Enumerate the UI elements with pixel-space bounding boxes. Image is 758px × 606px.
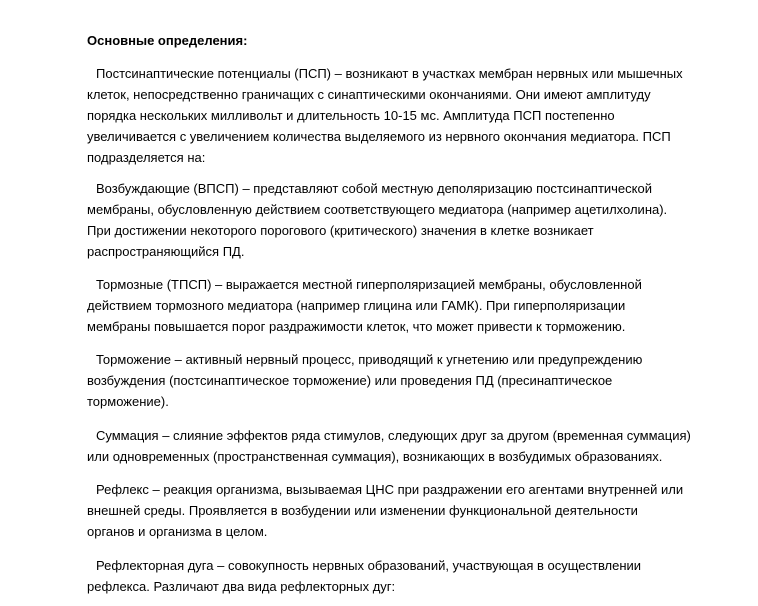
paragraph-line: При достижении некоторого порогового (критического) значения в клетке возникает	[87, 223, 594, 238]
paragraph-line: мембраны, обусловленную действием соответствующего медиатора (например ацетилхолина).	[87, 202, 668, 217]
paragraph-summation-definition	[87, 425, 727, 467]
paragraph-reflex-arc-definition	[87, 555, 727, 597]
paragraph-ipsp-definition	[87, 274, 727, 337]
paragraph-line: Постсинаптические потенциалы (ПСП) – возникают в участках мембран нервных или мышечных	[96, 66, 683, 81]
paragraph-line: распространяющийся ПД.	[87, 244, 245, 259]
paragraph-inhibition-definition	[87, 349, 727, 412]
paragraph-line: клеток, непосредственно граничащих с синаптическими окончаниями. Они имеют амплитуду	[87, 87, 651, 102]
paragraph-line: внешней среды. Проявляется в возбудении или изменении функциональной деятельности	[87, 503, 638, 518]
paragraph-line: подразделяется на:	[87, 150, 206, 165]
paragraph-line: торможение).	[87, 394, 169, 409]
paragraph-line: Рефлекс – реакция организма, вызываемая ЦНС при раздражении его агентами внутренней или	[96, 482, 684, 497]
paragraph-line: Возбуждающие (ВПСП) – представляют собой местную деполяризацию постсинаптической	[96, 181, 652, 196]
paragraph-line: Торможение – активный нервный процесс, приводящий к угнетению или предупреждению	[96, 352, 643, 367]
paragraph-line: рефлекса. Различают два вида рефлекторных дуг:	[87, 579, 396, 594]
paragraph-line: Рефлекторная дуга – совокупность нервных образований, участвующая в осуществлении	[96, 558, 642, 573]
paragraph-reflex-definition	[87, 479, 727, 542]
paragraph-line: увеличивается с увеличением количества выделяемого из нервного окончания медиатора. ПСП	[87, 129, 671, 144]
paragraph-line: или одновременных (пространственная суммация), возникающих в возбудимых образованиях.	[87, 449, 663, 464]
paragraph-psp-definition	[87, 63, 727, 168]
paragraph-line: возбуждения (постсинаптическое торможение) или проведения ПД (пресинаптическое	[87, 373, 613, 388]
paragraph-line: действием тормозного медиатора (например глицина или ГАМК). При гиперполяризации	[87, 298, 626, 313]
paragraph-line: Тормозные (ТПСП) – выражается местной гиперполяризацией мембраны, обусловленной	[96, 277, 642, 292]
paragraph-line: порядка нескольких милливольт и длительность 10-15 мс. Амплитуда ПСП постепенно	[87, 108, 615, 123]
paragraph-line: Суммация – слияние эффектов ряда стимулов, следующих друг за другом (временная суммация)	[96, 428, 691, 443]
paragraph-epsp-definition	[87, 178, 727, 262]
paragraph-line: мембраны повышается порог раздражимости клеток, что может привести к торможению.	[87, 319, 626, 334]
document-heading: Основные определения:	[87, 33, 248, 48]
paragraph-line: органов и организма в целом.	[87, 524, 268, 539]
